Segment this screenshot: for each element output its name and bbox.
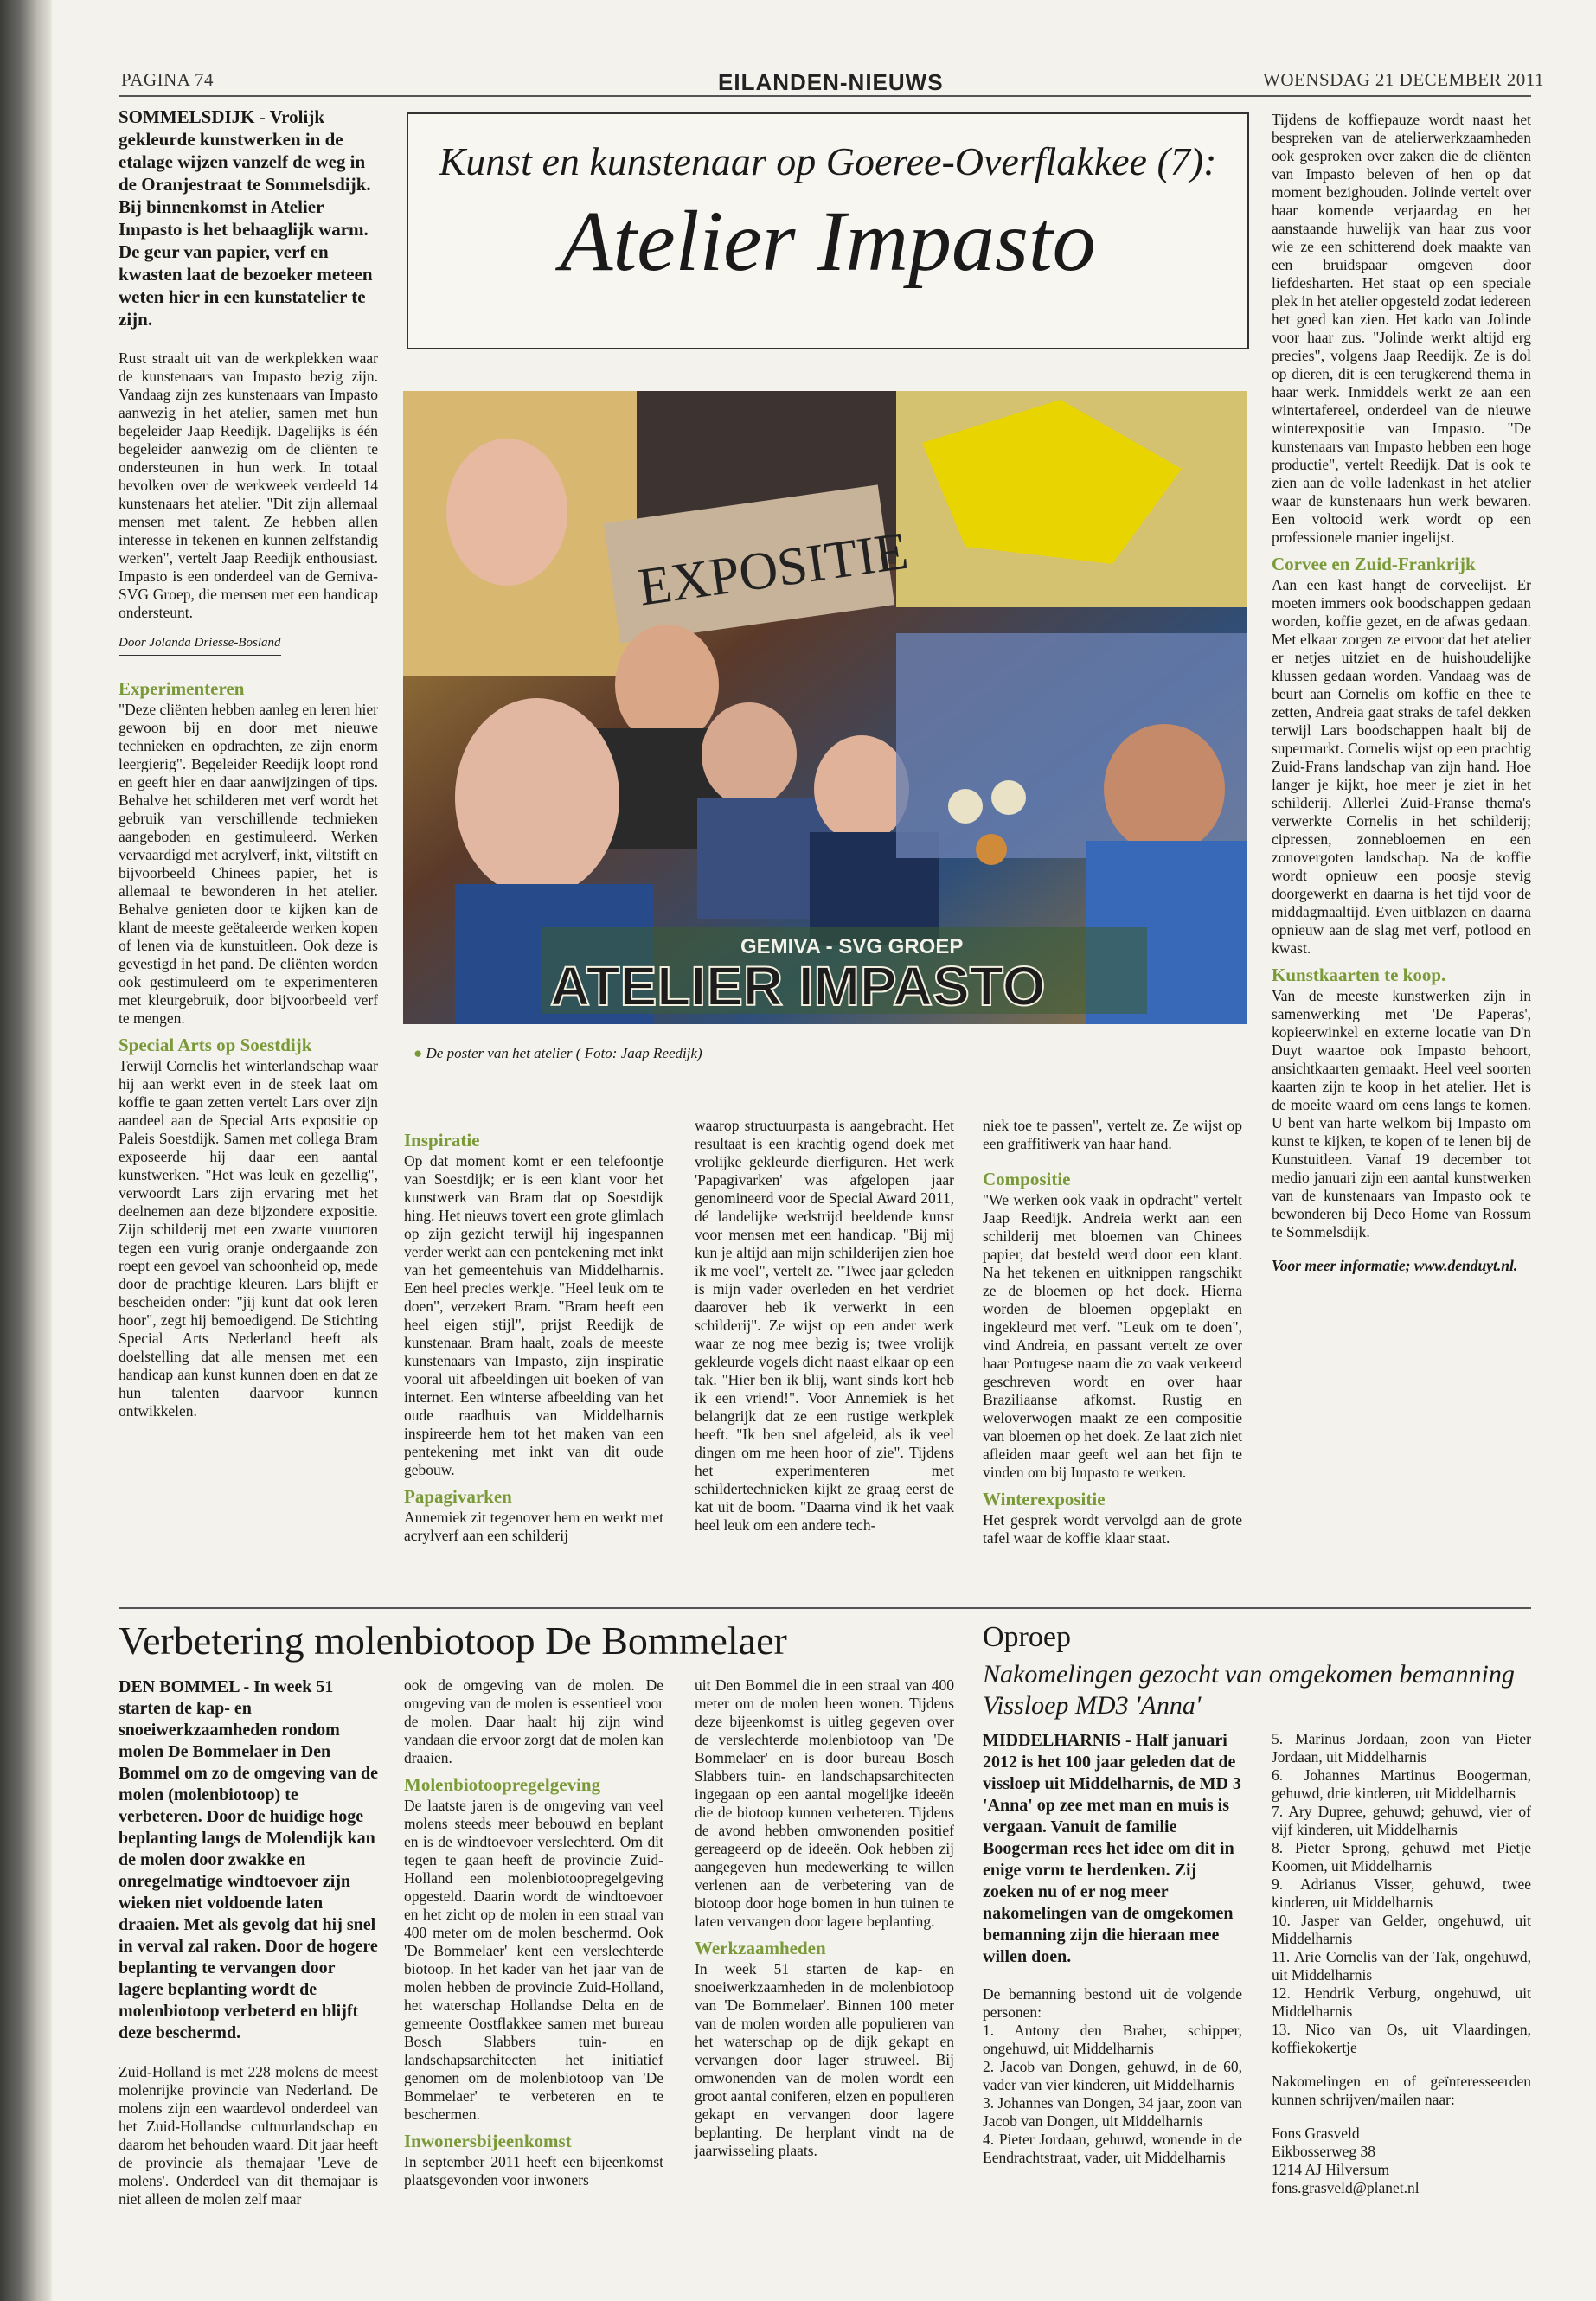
article1-column-1 [119,106,378,1420]
article2-column-2 [404,1676,663,2189]
article2-column-3 [695,1676,954,2160]
atelier-poster-photo [403,391,1247,1024]
crew-member: 10. Jasper van Gelder, ongehuwd, uit Middelharnis [1272,1912,1531,1947]
paragraph-annemiek: waarop structuurpasta is aangebracht. Het resultaat is een krachtig ogend doek met vrolijke gekleurde dierfiguren. Het werk 'Papagivarken' was afgelopen jaar genomineerd voor de Special Award 2011, dé landelijke wedstrijd beeldende kunst voor mensen met een handicap. "Bij mij kun je altijd aan mijn schilderijen zien hoe ik me voel", vertelt ze. "Twee jaar geleden is mijn vader overleden en het verdriet daarover heb ik verwerkt in een schilderij". Ze wijst op een ander werk waar ze nog mee bezig is; twee vrolijk gekleurde vogels dicht naast elkaar op een tak. "Hier ben ik blij, want sinds kort heb ik een vriend!". Voor Annemiek is het belangrijk dat ze een rustige werkplek heeft. "Ik ben snel afgeleid, als ik veel dingen om me heen hoor of zie". Tijdens het experimenteren met schildertechnieken kijkt ze graag eerst de kat uit de boom. "Daarna vind ik het vaak heel leuk om een andere tech- [695,1117,954,1534]
crew-member: 6. Johannes Martinus Boogerman, gehuwd, drie kinderen, uit Middelharnis [1272,1766,1531,1802]
subheading-corvee: Corvee en Zuid-Frankrijk [1272,554,1476,574]
subheading-kunstkaarten: Kunstkaarten te koop. [1272,965,1446,985]
article1-title: Atelier Impasto [560,193,1096,289]
crew-member: 13. Nico van Os, uit Vlaardingen, koffiekokertje [1272,2021,1531,2056]
caption-text: De poster van het atelier ( Foto: Jaap Reedijk) [426,1045,702,1061]
paragraph-corvee: Aan een kast hangt de corveelijst. Er moeten immers ook boodschappen gedaan worden, koffie gezet, en de afwas gedaan. Met elkaar zorgen ze ervoor dat het atelier er netjes uitziet en de huishoudelijke klussen gedaan worden. Vandaag was de beurt aan Cornelis om koffie en thee te zetten, Andreia gaat straks de tafel dekken terwijl Lars boodschappen haalt bij de supermarkt. Cornelis wijst op een prachtig Zuid-Frans landschap van zijn hand. Hoe langer je kijkt, hoe meer je ziet in het schilderij. Allerlei Zuid-Franse thema's verwerkte Cornelis in het schilderij; cipressen, zonnebloemen en een zonovergoten landschap. Na de koffie wordt opnieuw een poosje stevig doorgewerkt en daarna is het tijd voor de middagmaaltijd. Even uitblazen en daarna opnieuw aan de slag met verf, potlood en kwast. [1272,576,1531,957]
photo-caption [413,1045,702,1062]
crew-member: 7. Ary Dupree, gehuwd; gehuwd, vier of vijf kinderen, uit Middelharnis [1272,1803,1531,1838]
paragraph-experimenteren: "Deze cliënten hebben aanleg en leren hier gewoon bij en door met nieuwe technieken en opdrachten, ze zijn enorm leergierig". Begeleider Reedijk loopt rond en geeft hier en daar aanwijzingen of tips. Behalve het schilderen met verf wordt het gebruik van verschillende technieken aangeboden en gestimuleerd. Werken vervaardigd met acrylverf, inkt, viltstift en bijvoorbeeld Chinees papier, het is allemaal te bewonderen in het atelier. Behalve genieten door te kijken kan de klant de meeste geëtaleerde werken kopen of lenen via de kunstuitleen. Ook deze is gevestigd in het pand. De cliënten worden ook gestimuleerd om te experimenteren met kleurgebruik, door bijvoorbeeld verf te mengen. [119,701,378,1027]
article2-paragraph-1: Zuid-Holland is met 228 molens de meest molenrijke provincie van Nederland. De molens zijn een waardevol onderdeel van het Zuid-Hollandse cultuurlandschap en daarom het behouden waard. Dit jaar heeft de provincie als themajaar 'Leve de molens'. Onderdeel van dit themajaar is niet alleen de molen zelf maar [119,2063,378,2208]
info-link: Voor meer informatie; www.denduyt.nl. [1272,1257,1518,1274]
header-rule [119,95,1531,97]
paragraph-inspiratie: Op dat moment komt er een telefoontje van Soestdijk; er is een klant voor het kunstwerk van Bram dat op Soestdijk hing. Het nieuws tovert een grote glimlach op zijn gezicht terwijl hij ingespannen verder werkt aan een pentekening met inkt van het gemeentehuis van Middelharnis. Een heel precies werkje. "Heel leuk om te doen", verzekert Bram. "Bram heeft een heel eigen stijl", prijst Reedijk de kunstenaar. Bram haalt, zoals de meeste kunstenaars van Impasto, zijn inspiratie vooral uit afbeeldingen uit boeken of van internet. Een winterse afbeelding van het oude raadhuis van Middelharnis inspireerde hem tot het maken van een pentekening met inkt van dit oude gebouw. [404,1152,663,1478]
subheading-inspiratie: Inspiratie [404,1130,480,1150]
article2-column-1 [119,1676,378,2208]
article1-byline: Door Jolanda Driesse-Bosland [119,634,281,656]
subheading-werkzaamheden: Werkzaamheden [695,1938,826,1958]
article3-subtitle: Nakomelingen gezocht van omgekomen bemanning Vissloep MD3 'Anna' [983,1660,1515,1720]
article1-intro: Rust straalt uit van de werkplekken waar de kunstenaars van Impasto bezig zijn. Vandaag zijn zes kunstenaars van Impasto aanwezig in het atelier, samen met hun begeleider Jaap Reedijk. Dagelijks is één begeleider aanwezig om de cliënten te ondersteunen in hun werk. In totaal bevolken over de werkweek verdeeld 14 kunstenaars het atelier. "Dit zijn allemaal mensen met talent. Ze hebben allen interesse in tekenen en kunnen zelfstandig werken", vertelt Jaap Reedijk enthousiast. Impasto is een onderdeel van de Gemiva-SVG Groep, die mensen met een handicap ondersteunt. [119,349,378,621]
paragraph-koffiepauze: Tijdens de koffiepauze wordt naast het bespreken van de atelierwerkzaamheden ook gesproken over zaken die de cliënten van Impasto beleven of hen op dat moment bezighouden. Jolinde vertelt over haar komende verjaardag en het aanstaande huwelijk van haar zus voor wie ze een schitterend doek maakte van een bruidspaar omgeven door liefdesharten. Het staat op een speciale plek in het atelier opgesteld zodat iedereen het goed kan zien. Het kado van Jolinde voor haar zus. "Jolinde werkt altijd erg precies", volgens Jaap Reedijk. Ze is dol op dieren, dit is een terugkerend thema in haar werk. Inmiddels werkt ze aan een wintertafereel, onderdeel van de nieuwe winterexpositie van Impasto. "De kunstenaars van Impasto hebben een hoge productie", vertelt Reedijk. Dat is ook te zien aan de volle ladenkast in het atelier waar de kunstenaars hun werk bewaren. Een voltooid werk wordt op een professionele manier ingelijst. [1272,111,1531,546]
paragraph-special-arts: Terwijl Cornelis het winterlandschap waar hij aan werkt even in de steek laat om koffie te gaan zetten vertelt Lars over zijn aandeel aan de Special Arts expositie op Paleis Soestdijk. Samen met collega Bram exposeerde hij daar een aantal kunstwerken. "Het was leuk en gezellig", verwoordt Lars zijn ervaring met het deelnemen aan deze bijzondere expositie. Zijn schilderij met een zwarte vuurtoren tegen een vurig oranje ondergaande zon roept een gevoel van schoonheid op, mede door de prachtige kleuren. Lars blijft er bescheiden onder: "jij kunt dat ook leren hoor", zegt hij bemoedigend. De Stichting Special Arts Nederland heeft als doelstelling dat alle mensen met een handicap aan kunst kunnen doen en dat ze hun talenten daarvoor kunnen ontwikkelen. [119,1057,378,1420]
paragraph-papagivarken: Annemiek zit tegenover hem en werkt met acrylverf aan een schilderij [404,1509,663,1544]
article1-lead: SOMMELSDIJK - Vrolijk gekleurde kunstwerken in de etalage wijzen vanzelf de weg in de Oranjestraat te Sommelsdijk. Bij binnenkomst in Atelier Impasto is het behaaglijk warm. De geur van papier, verf en kwasten laat de bezoeker meteen weten hier in een kunstatelier te zijn. [119,106,373,330]
crew-member: 1. Antony den Braber, schipper, ongehuwd, uit Middelharnis [983,2022,1242,2057]
article2-paragraph-3: uit Den Bommel die in een straal van 400 meter om de molen heen wonen. Tijdens deze bijeenkomst is uitleg gegeven over de verslechterde molenbiotoop van 'De Bommelaer' en is door bureau Bosch Slabbers tuin- en landschapsarchitecten ingegaan op een aantal mogelijke ideeën die de biotoop kunnen verbeteren. Tijdens de avond hebben omwonenden positief gereageerd op de ideeën. Ook hebben zij aangegeven hun medewerking te willen verlenen aan de verbetering van de biotoop door hoge bomen in hun tuinen te laten vervangen door lagere beplanting. [695,1676,954,1930]
paragraph-kunstkaarten: Van de meeste kunstwerken zijn in samenwerking met 'De Paperas', kopieerwinkel en externe locatie van D'n Duyt waartoe ook Impasto behoort, ansichtkaarten gemaakt. Heel veel soorten kaarten zijn te koop in het atelier. Het is de moeite waard om eens langs te komen. U bent van harte welkom bij Impasto om kunst te kijken, te kopen of te lenen bij de Kunstuitleen. Vanaf 19 december tot medio januari zijn een aantal kunstwerken van de kunstenaars van Impasto ook te bewonderen bij Deco Home van Rossum te Sommelsdijk. [1272,987,1531,1240]
article1-title-box [407,112,1249,349]
article3-intro: De bemanning bestond uit de volgende personen: [983,1985,1242,2021]
subheading-molenbiotoopregelgeving: Molenbiotoopregelgeving [404,1774,601,1795]
article1-kicker: Kunst en kunstenaar op Goeree-Overflakkee (7): [439,139,1217,183]
contact-city: 1214 AJ Hilversum [1272,2161,1390,2178]
page-number: PAGINA 74 [121,69,214,90]
poster-word-expositie: EXPOSITIE [634,521,912,618]
article1-column-4 [983,1117,1242,1548]
article1-column-3 [695,1117,954,1535]
paragraph-werkzaamheden: In week 51 starten de kap- en snoeiwerkzaamheden in de molenbiotoop van 'De Bommelaer'. Binnen 100 meter van de molen worden alle populieren van het waterschap op de dijk gekapt en vervangen door lager struweel. Bij omwonenden van de molen wordt een groot aantal coniferen, elzen en populieren gekapt en vervangen door lagere beplanting. De herplant vindt na de jaarwisseling plaats. [695,1960,954,2159]
subheading-experimenteren: Experimenteren [119,678,245,699]
issue-date: WOENSDAG 21 DECEMBER 2011 [1263,69,1544,90]
article2-lead: DEN BOMMEL - In week 51 starten de kap- en snoeiwerkzaamheden rondom molen De Bommelaer in Den Bommel om zo de omgeving van de molen (molenbiotoop) te verbeteren. Door de huidige hoge beplanting langs de Molendijk kan de molen door zwakke en onregelmatige windtoevoer zijn wieken niet voldoende laten draaien. Met als gevolg dat hij snel in verval zal raken. Door de hogere beplanting te vervangen door lagere beplanting wordt de molenbiotoop verbeterd en blijft deze beschermd. [119,1677,378,2042]
contact-street: Eikbosserweg 38 [1272,2143,1376,2160]
paragraph-inwonersbijeenkomst: In september 2011 heeft een bijeenkomst plaatsgevonden voor inwoners [404,2153,663,2189]
caption-bullet-icon: ● [413,1045,423,1061]
subheading-special-arts: Special Arts op Soestdijk [119,1035,312,1055]
paragraph-compositie: "We werken ook vaak in opdracht" vertelt Jaap Reedijk. Andreia werkt aan een schilderij met bloemen van Chinees papier, dat besteld werd door een klant. Na het tekenen en uitknippen rangschikt ze de bloemen op het doek. Hierna worden de bloemen opgeplakt en ingekleurd met verf. "Leuk om te doen", vind Andreia, en passant vertelt ze over haar Portugese naam die zo vaak verkeerd geschreven wordt en over haar Braziliaanse afkomst. Rustig en weloverwogen maakt ze een compositie van bloemen op het doek. Ze laat zich niet afleiden maar geeft wel aan het fijn te vinden om bij Impasto te werken. [983,1191,1242,1481]
subheading-inwonersbijeenkomst: Inwonersbijeenkomst [404,2131,572,2151]
banner-atelier-impasto: ATELIER IMPASTO [550,955,1046,1017]
crew-member: 5. Marinus Jordaan, zoon van Pieter Jordaan, uit Middelharnis [1272,1730,1531,1766]
article3-lead: MIDDELHARNIS - Half januari 2012 is het 100 jaar geleden dat de vissloep uit Middelharnis, de MD 3 'Anna' op zee met man en muis is vergaan. Vanuit de familie Boogerman rees het idee om dit in enige vorm te herdenken. Zij zoeken nu of er nog meer nakomelingen van de omgekomen bemanning zijn die hieraan mee willen doen. [983,1731,1241,1966]
crew-member: 4. Pieter Jordaan, gehuwd, wonende in de Eendrachtstraat, vader, uit Middelharnis [983,2131,1242,2166]
paragraph-winterexpositie: Het gesprek wordt vervolgd aan de grote tafel waar de koffie klaar staat. [983,1511,1242,1547]
crew-member: 8. Pieter Sprong, gehuwd met Pietje Koomen, uit Middelharnis [1272,1839,1531,1875]
crew-member: 11. Arie Cornelis van der Tak, ongehuwd, uit Middelharnis [1272,1948,1531,1984]
contact-name: Fons Grasveld [1272,2125,1360,2142]
subheading-compositie: Compositie [983,1169,1071,1189]
binding-spine [0,0,50,2301]
crew-member: 2. Jacob van Dongen, gehuwd, in de 60, vader van vier kinderen, uit Middelharnis [983,2058,1242,2093]
section-rule [119,1607,1531,1609]
photo-collage-graphic [403,391,1247,1024]
article3-outro: Nakomelingen en of geïnteresseerden kunnen schrijven/mailen naar: [1272,2073,1531,2108]
article3-column-1 [983,1730,1242,2167]
subheading-winterexpositie: Winterexpositie [983,1489,1106,1509]
article2-title: Verbetering molenbiotoop De Bommelaer [119,1618,787,1663]
crew-member: 12. Hendrik Verburg, ongehuwd, uit Middelharnis [1272,1984,1531,2020]
banner-gemiva: GEMIVA - SVG GROEP [740,935,964,958]
subheading-papagivarken: Papagivarken [404,1486,512,1507]
crew-member: 9. Adrianus Visser, gehuwd, twee kinderen, uit Middelharnis [1272,1875,1531,1911]
paragraph-graffiti: niek toe te passen", vertelt ze. Ze wijst op een graffitiwerk van haar hand. [983,1117,1242,1152]
article2-paragraph-2: ook de omgeving van de molen. De omgeving van de molen is essentieel voor de molen. Daar haalt hij zijn wind vandaan die ervoor zorgt dat de molen kan draaien. [404,1676,663,1766]
article3-title: Oproep [983,1621,1071,1653]
paragraph-molenbiotoopregelgeving: De laatste jaren is de omgeving van veel molens steeds meer bebouwd en beplant en is de windtoevoer verslechterd. Om dit tegen te gaan heeft de provincie Zuid-Holland een molenbiotoopregelgeving opgesteld. Daarin wordt de windtoevoer en het zicht op de molen in een straal van 400 meter om de molen beschermd. Ook 'De Bommelaer' kent een verslechterde biotoop. In het kader van het jaar van de molen hebben de provincie Zuid-Holland, het waterschap Hollandse Delta en de gemeente Oostflakkee samen met bureau Bosch Slabbers tuin- en landschapsarchitecten het initiatief genomen om de molenbiotoop van 'De Bommelaer' te verbeteren en te beschermen. [404,1797,663,2123]
contact-email[interactable]: fons.grasveld@planet.nl [1272,2179,1420,2196]
masthead: EILANDEN-NIEUWS [718,69,944,95]
crew-member: 3. Johannes van Dongen, 34 jaar, zoon van Jacob van Dongen, uit Middelharnis [983,2094,1242,2130]
article1-column-5 [1272,111,1531,1275]
article1-column-2 [404,1130,663,1545]
article3-column-2 [1272,1730,1531,2197]
